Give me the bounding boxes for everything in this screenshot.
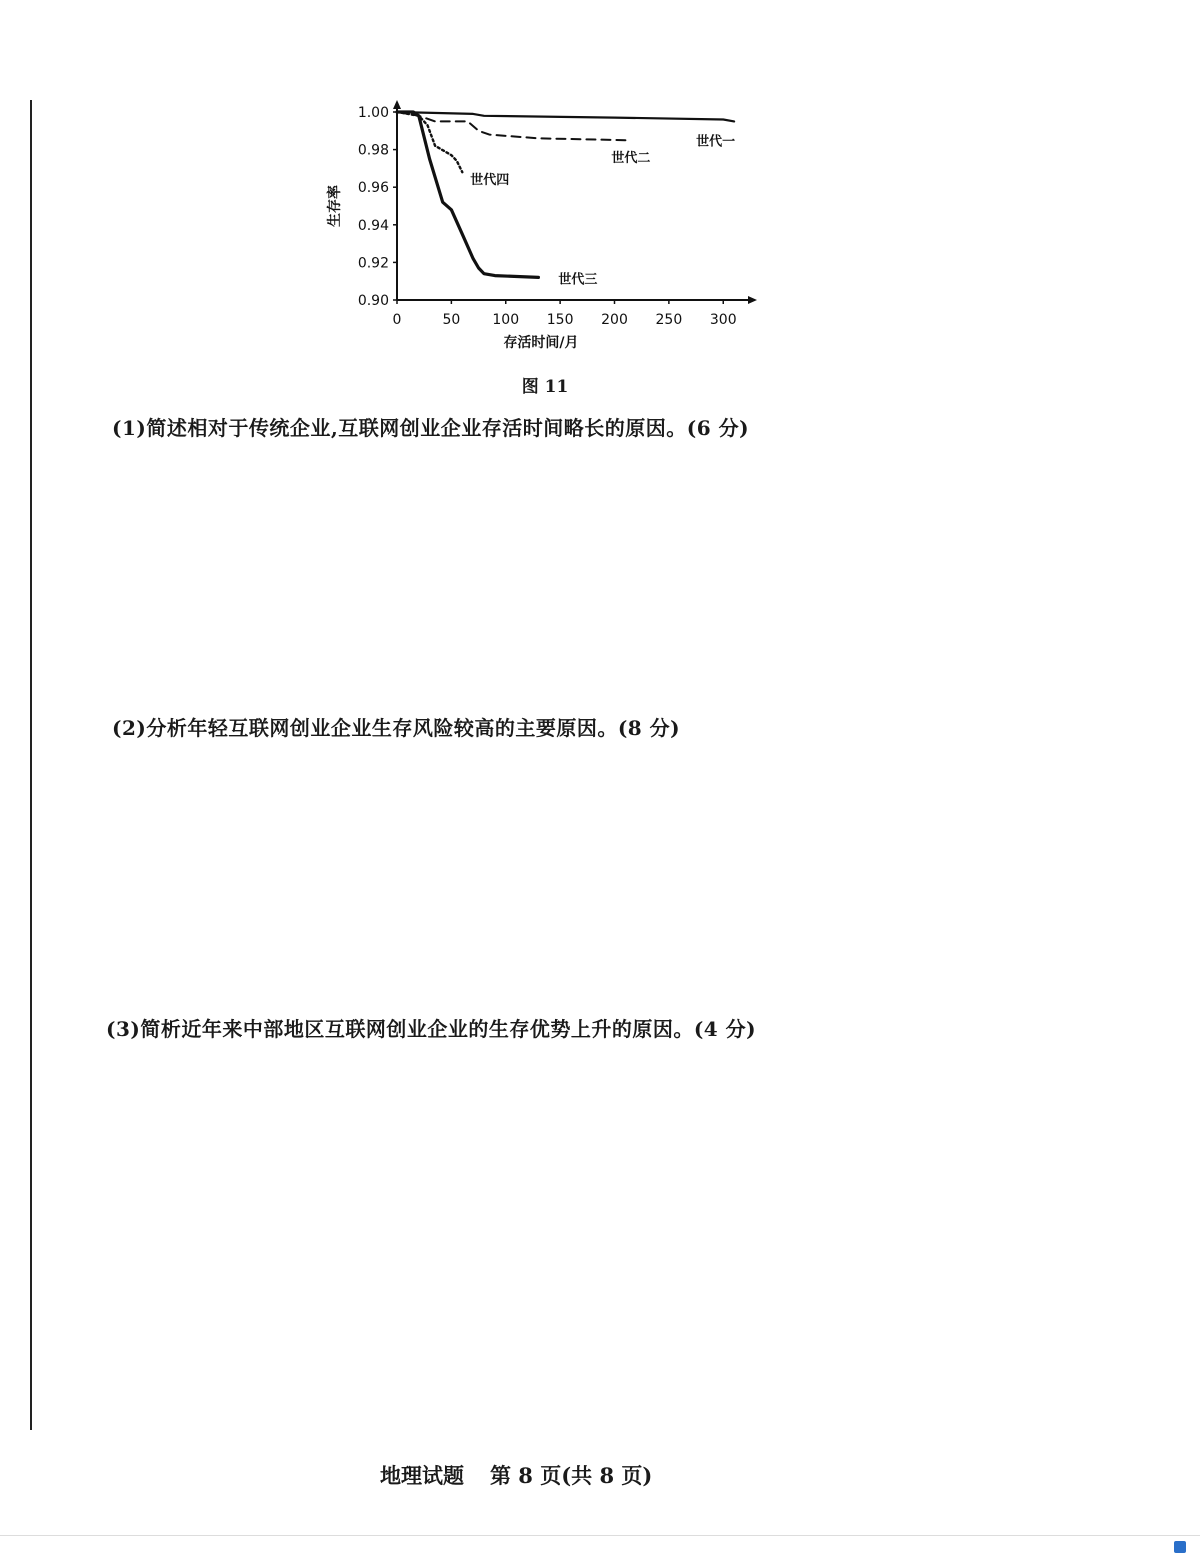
x-tick-label: 150 [546,312,574,328]
x-axis-arrow-icon [748,296,757,304]
y-tick-label: 1.00 [357,105,389,121]
y-axis-arrow-icon [393,100,401,109]
series-label-1: 世代一 [696,134,736,150]
x-tick-label: 250 [655,312,683,328]
y-axis-label: 生存率 [327,185,343,227]
footer-subject: 地理试题 [380,1463,464,1488]
x-tick-label: 300 [709,312,737,328]
series-label-4: 世代四 [470,173,510,189]
y-tick-label: 0.96 [357,180,389,197]
survival-chart [320,95,770,365]
question-2: (2)分析年轻互联网创业企业生存风险较高的主要原因。(8 分) [112,716,681,740]
y-tick-label: 0.98 [357,142,389,159]
survival-chart-svg [320,95,770,365]
x-tick-label: 100 [492,312,520,328]
y-tick-label: 0.92 [357,255,389,272]
scanner-logo-icon [1174,1541,1186,1553]
question-1: (1)简述相对于传统企业,互联网创业企业存活时间略长的原因。(6 分) [112,416,750,440]
y-tick-label: 0.94 [357,217,389,234]
x-axis-label: 存活时间/月 [503,335,579,351]
x-tick-label: 0 [392,312,402,328]
series-label-2: 世代二 [611,151,651,167]
page-footer [380,1460,678,1490]
bottom-rule [0,1535,1200,1536]
series-label-3: 世代三 [558,272,598,288]
scanner-watermark [1174,1541,1186,1553]
x-tick-label: 50 [442,312,461,328]
footer-page-number: 第 8 页(共 8 页) [490,1463,653,1488]
series-line-1 [397,112,734,121]
figure-caption: 图 11 [521,377,569,397]
margin-line [30,100,32,1430]
x-tick-label: 200 [601,312,628,328]
question-3: (3)简析近年来中部地区互联网创业企业的生存优势上升的原因。(4 分) [106,1017,757,1041]
y-tick-label: 0.90 [357,293,389,309]
